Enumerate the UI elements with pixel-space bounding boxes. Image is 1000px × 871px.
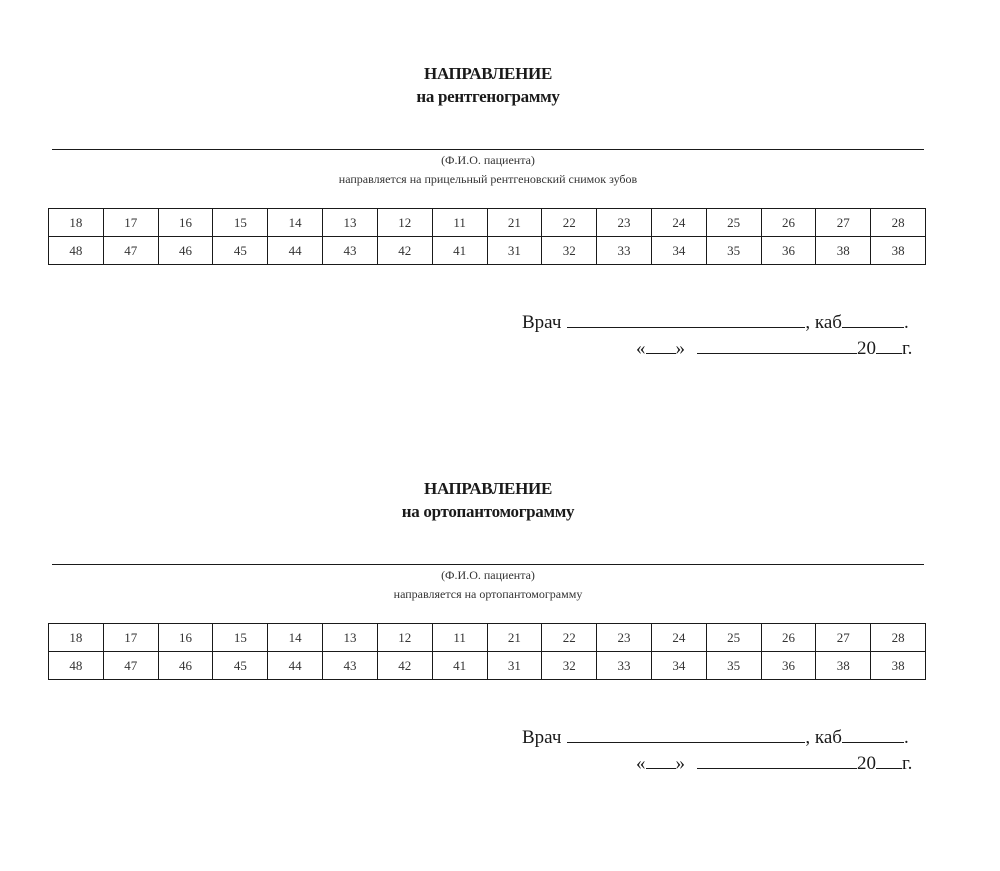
tooth-number-cell[interactable]: 36 xyxy=(761,237,816,265)
tooth-number-cell[interactable]: 13 xyxy=(323,209,378,237)
day-blank[interactable] xyxy=(646,336,676,354)
tooth-number-cell[interactable]: 26 xyxy=(761,209,816,237)
tooth-number-cell[interactable]: 21 xyxy=(487,209,542,237)
doctor-signature-row xyxy=(522,725,909,749)
tooth-number-cell[interactable]: 36 xyxy=(761,652,816,680)
tooth-number-cell[interactable]: 12 xyxy=(377,624,432,652)
tooth-number-cell[interactable]: 32 xyxy=(542,652,597,680)
tooth-number-cell[interactable]: 44 xyxy=(268,237,323,265)
year-prefix: 20 xyxy=(857,338,876,359)
tooth-number-cell[interactable]: 14 xyxy=(268,209,323,237)
doctor-name-blank[interactable] xyxy=(567,310,805,328)
month-blank[interactable] xyxy=(697,336,857,354)
tooth-number-cell[interactable]: 45 xyxy=(213,652,268,680)
tooth-number-cell[interactable]: 45 xyxy=(213,237,268,265)
referral-purpose-caption: направляется на прицельный рентгеновский снимок зубов xyxy=(338,172,638,186)
date-open-quote: « xyxy=(636,338,646,359)
tooth-number-cell[interactable]: 28 xyxy=(871,209,926,237)
room-label: , каб xyxy=(805,312,842,333)
year-blank[interactable] xyxy=(876,751,902,769)
tooth-number-cell[interactable]: 17 xyxy=(103,209,158,237)
tooth-number-cell[interactable]: 42 xyxy=(377,652,432,680)
room-number-blank[interactable] xyxy=(842,725,904,743)
tooth-number-cell[interactable]: 32 xyxy=(542,237,597,265)
form-subtitle: на ортопантомограмму xyxy=(401,502,575,521)
tooth-number-cell[interactable]: 22 xyxy=(542,209,597,237)
form-subtitle: на рентгенограмму xyxy=(416,87,560,106)
date-row xyxy=(636,336,912,360)
patient-name-line[interactable] xyxy=(52,149,924,150)
teeth-chart xyxy=(48,623,926,680)
patient-name-line[interactable] xyxy=(52,564,924,565)
tooth-number-cell[interactable]: 24 xyxy=(651,624,706,652)
year-blank[interactable] xyxy=(876,336,902,354)
teeth-row-lower xyxy=(49,237,926,265)
tooth-number-cell[interactable]: 27 xyxy=(816,624,871,652)
teeth-row-upper xyxy=(49,209,926,237)
tooth-number-cell[interactable]: 47 xyxy=(103,237,158,265)
tooth-number-cell[interactable]: 35 xyxy=(706,652,761,680)
tooth-number-cell[interactable]: 24 xyxy=(651,209,706,237)
tooth-number-cell[interactable]: 13 xyxy=(323,624,378,652)
tooth-number-cell[interactable]: 26 xyxy=(761,624,816,652)
tooth-number-cell[interactable]: 23 xyxy=(597,624,652,652)
form-title: НАПРАВЛЕНИЕ xyxy=(424,479,552,498)
day-blank[interactable] xyxy=(646,751,676,769)
tooth-number-cell[interactable]: 46 xyxy=(158,237,213,265)
tooth-number-cell[interactable]: 17 xyxy=(103,624,158,652)
tooth-number-cell[interactable]: 18 xyxy=(49,209,104,237)
tooth-number-cell[interactable]: 42 xyxy=(377,237,432,265)
room-label: , каб xyxy=(805,727,842,748)
month-blank[interactable] xyxy=(697,751,857,769)
room-end: . xyxy=(903,727,909,748)
tooth-number-cell[interactable]: 27 xyxy=(816,209,871,237)
year-prefix: 20 xyxy=(857,753,876,774)
tooth-number-cell[interactable]: 23 xyxy=(597,209,652,237)
doctor-name-blank[interactable] xyxy=(567,725,805,743)
teeth-chart xyxy=(48,208,926,265)
tooth-number-cell[interactable]: 38 xyxy=(871,652,926,680)
tooth-number-cell[interactable]: 31 xyxy=(487,652,542,680)
tooth-number-cell[interactable]: 34 xyxy=(651,652,706,680)
tooth-number-cell[interactable]: 16 xyxy=(158,209,213,237)
tooth-number-cell[interactable]: 44 xyxy=(268,652,323,680)
tooth-number-cell[interactable]: 18 xyxy=(49,624,104,652)
room-number-blank[interactable] xyxy=(842,310,904,328)
year-suffix: г. xyxy=(902,338,913,359)
tooth-number-cell[interactable]: 48 xyxy=(49,237,104,265)
tooth-number-cell[interactable]: 33 xyxy=(597,237,652,265)
tooth-number-cell[interactable]: 16 xyxy=(158,624,213,652)
year-suffix: г. xyxy=(902,753,913,774)
form-title: НАПРАВЛЕНИЕ xyxy=(424,64,552,83)
tooth-number-cell[interactable]: 12 xyxy=(377,209,432,237)
tooth-number-cell[interactable]: 11 xyxy=(432,209,487,237)
tooth-number-cell[interactable]: 38 xyxy=(871,237,926,265)
tooth-number-cell[interactable]: 31 xyxy=(487,237,542,265)
tooth-number-cell[interactable]: 22 xyxy=(542,624,597,652)
doctor-label: Врач xyxy=(522,312,562,333)
tooth-number-cell[interactable]: 15 xyxy=(213,209,268,237)
tooth-number-cell[interactable]: 14 xyxy=(268,624,323,652)
tooth-number-cell[interactable]: 46 xyxy=(158,652,213,680)
tooth-number-cell[interactable]: 35 xyxy=(706,237,761,265)
tooth-number-cell[interactable]: 43 xyxy=(323,237,378,265)
doctor-signature-row xyxy=(522,310,909,334)
doctor-label: Врач xyxy=(522,727,562,748)
tooth-number-cell[interactable]: 43 xyxy=(323,652,378,680)
patient-name-caption: (Ф.И.О. пациента) xyxy=(441,568,535,582)
tooth-number-cell[interactable]: 28 xyxy=(871,624,926,652)
date-close-quote: » xyxy=(675,338,685,359)
tooth-number-cell[interactable]: 15 xyxy=(213,624,268,652)
tooth-number-cell[interactable]: 11 xyxy=(432,624,487,652)
tooth-number-cell[interactable]: 41 xyxy=(432,652,487,680)
tooth-number-cell[interactable]: 34 xyxy=(651,237,706,265)
tooth-number-cell[interactable]: 38 xyxy=(816,652,871,680)
teeth-row-upper xyxy=(49,624,926,652)
referral-purpose-caption: направляется на ортопантомограмму xyxy=(393,587,583,601)
teeth-row-lower xyxy=(49,652,926,680)
tooth-number-cell[interactable]: 33 xyxy=(597,652,652,680)
date-close-quote: » xyxy=(675,753,685,774)
tooth-number-cell[interactable]: 38 xyxy=(816,237,871,265)
room-end: . xyxy=(903,312,909,333)
tooth-number-cell[interactable]: 25 xyxy=(706,624,761,652)
tooth-number-cell[interactable]: 47 xyxy=(103,652,158,680)
patient-name-caption: (Ф.И.О. пациента) xyxy=(441,153,535,167)
tooth-number-cell[interactable]: 41 xyxy=(432,237,487,265)
date-row xyxy=(636,751,912,775)
date-open-quote: « xyxy=(636,753,646,774)
tooth-number-cell[interactable]: 21 xyxy=(487,624,542,652)
tooth-number-cell[interactable]: 48 xyxy=(49,652,104,680)
tooth-number-cell[interactable]: 25 xyxy=(706,209,761,237)
